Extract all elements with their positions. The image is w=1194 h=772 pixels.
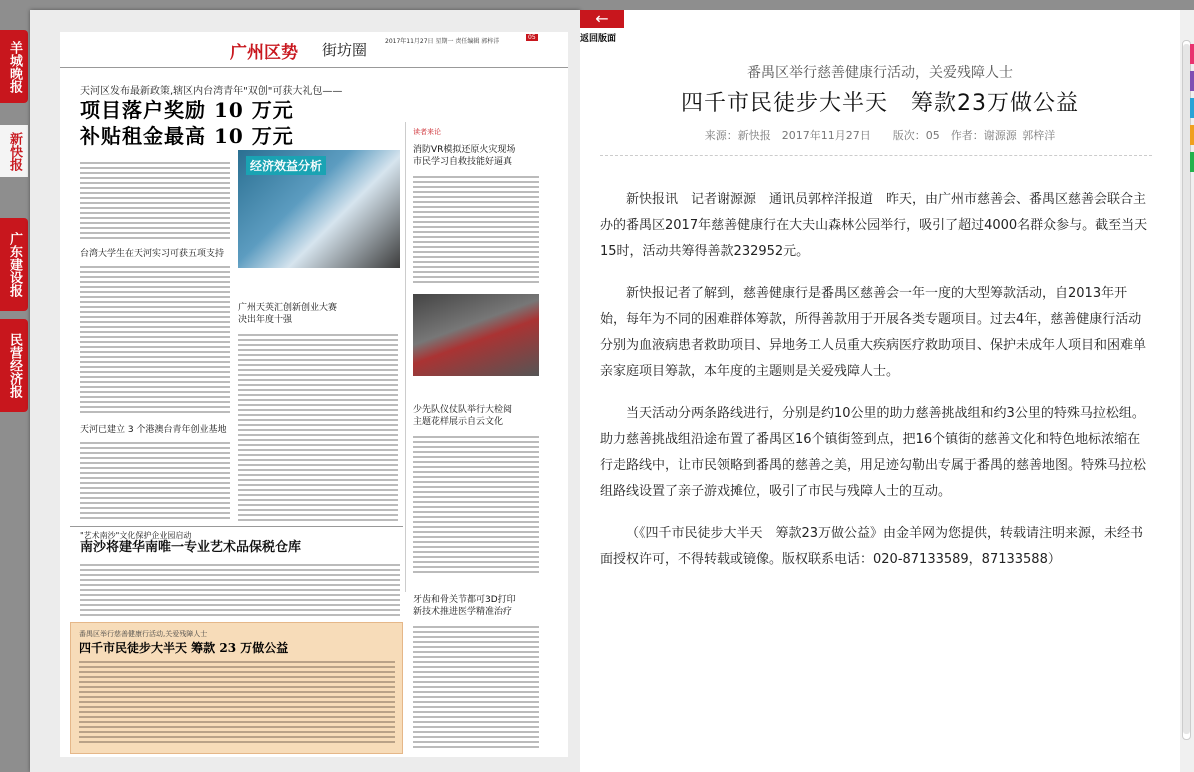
scrollbar-thumb[interactable] — [1183, 44, 1190, 734]
body-nansha[interactable] — [80, 562, 400, 618]
lead-headline[interactable] — [80, 97, 294, 149]
article-divider — [600, 155, 1152, 156]
section-logo-sub: 街坊圈 — [322, 41, 368, 59]
color-mark — [1190, 125, 1194, 145]
back-to-page-label: 返回版面 — [580, 34, 617, 44]
body-sidebar-vr[interactable] — [413, 174, 539, 284]
article-body — [600, 187, 1152, 589]
sidebar-divider — [405, 122, 406, 592]
sidebar-story-vr-line1: 消防VR模拟还原火灾现场 — [413, 145, 516, 155]
body-sidebar-3d[interactable] — [413, 624, 539, 752]
subhead-taiwan-students[interactable]: 台湾大学生在天河实习可获五项支持 — [80, 249, 225, 259]
selected-article-headline: 四千市民徒步大半天 筹款 23 万做公益 — [79, 641, 289, 655]
tab-xinkuaibao[interactable]: 新快报 — [0, 125, 28, 177]
body-bases[interactable] — [80, 440, 230, 520]
nansha-headline[interactable]: 南沙将建华南唯一专业艺术品保税仓库 — [80, 540, 302, 555]
lead-headline-line1: 项目落户奖励 10 万元 — [80, 98, 294, 122]
sidebar-story-scouts[interactable] — [413, 404, 512, 428]
tab-guangdong-construction[interactable]: 广东建设报 — [0, 218, 28, 311]
article-paragraph: 新快报讯 记者谢源源 通讯员郭梓洋报道 昨天，由广州市慈善会、番禺区慈善会联合主办的番禺区2017年慈善健康行在大夫山森林公园举行，吸引了超过4000名群众参与。截至当天15时，活动共筹得善款232952元。 — [600, 192, 1148, 259]
selected-article-kicker: 番禺区举行慈善健康行活动,关爱残障人士 — [79, 630, 208, 638]
sidebar-story-vr-line2: 市民学习自救技能好逼真 — [413, 157, 513, 167]
sidebar-story-vr[interactable] — [413, 144, 515, 168]
sidebar-photo[interactable] — [413, 294, 539, 376]
color-mark — [1190, 71, 1194, 91]
article-title: 四千市民徒步大半天 筹款23万做公益 — [681, 91, 1079, 116]
sidebar-story-3d-line2: 新技术推进医学精准治疗 — [413, 607, 513, 617]
sidebar-story-scouts-line2: 主题花样展示自云文化 — [413, 417, 504, 427]
article-paragraph: 新快报记者了解到，慈善健康行是番禺区慈善会一年一度的大型筹款活动，自2013年开始，每年为不同的困难群体筹款，所得善款用于开展各类专题项目。过去4年，慈善健康行活动分别为血液病患者救助项目、异地务工人员重大疾病医疗救助项目、保护未成年人项目和困难单亲家庭项目筹款，本年度的主题则是关爱残障人士。 — [600, 286, 1147, 379]
page-number: 05 — [528, 34, 536, 41]
section-logo: 广州区势 — [230, 43, 298, 63]
photo-caption-label: 经济效益分析 — [246, 156, 326, 175]
subhead-bases[interactable]: 天河已建立 3 个港澳台青年创业基地 — [80, 425, 227, 435]
arrow-left-icon: ← — [580, 10, 624, 28]
lead-headline-line2: 补贴租金最高 10 万元 — [80, 124, 294, 148]
article-meta: 来源：新快报 2017年11月27日 版次：05 作者：谢源源 郭梓洋 — [704, 129, 1056, 142]
sidebar-tag: 读者来论 — [413, 128, 441, 136]
body-taiwan-students[interactable] — [80, 264, 230, 414]
article-subtitle: 番禺区举行慈善健康行活动，关爱残障人士 — [747, 65, 1013, 81]
article-copyright: （《四千市民徒步大半天 筹款23万做公益》由金羊网为您提供，转载请注明来源，未经书面授权许可，不得转载或镜像。版权联系电话：020-87133589，87133588） — [600, 526, 1144, 567]
newspaper-page-content — [60, 32, 568, 757]
subhead-startup-contest-line2: 决出年度十强 — [238, 315, 293, 325]
article-viewer — [580, 10, 1180, 772]
color-mark — [1190, 44, 1194, 64]
subhead-startup-contest[interactable] — [238, 302, 337, 326]
section-rule — [70, 526, 403, 527]
nansha-kicker: "艺术南沙"文化保护企业园启动 — [80, 531, 192, 540]
lead-body-text[interactable] — [80, 160, 230, 240]
sidebar-story-3d[interactable] — [413, 594, 516, 618]
selected-article-box[interactable] — [70, 622, 403, 754]
color-mark — [1190, 98, 1194, 118]
page-masthead — [60, 32, 568, 68]
newspaper-page — [30, 10, 580, 772]
edge-color-marks — [1190, 44, 1194, 179]
back-to-page-button[interactable] — [580, 10, 624, 44]
subhead-startup-contest-line1: 广州天英汇创新创业大赛 — [238, 303, 338, 313]
sidebar-story-scouts-line1: 少先队仪仗队举行大检阅 — [413, 405, 513, 415]
color-mark — [1190, 152, 1194, 172]
masthead-date: 2017年11月27日 星期一 责任编辑 郭梓洋 — [385, 38, 500, 45]
lead-photo[interactable] — [238, 150, 400, 268]
tab-private-economy[interactable]: 民营经济报 — [0, 319, 28, 412]
lead-kicker: 天河区发布最新政策,辖区内台湾青年"双创"可获大礼包—— — [80, 86, 343, 97]
body-startup-contest[interactable] — [238, 332, 398, 522]
selected-article-body — [79, 659, 395, 749]
article-paragraph: 当天活动分两条路线进行，分别是约10公里的助力慈善挑战组和约3公里的特殊马拉松组。助力慈善挑战组沿途布置了番禺区16个镇街签到点，把16个镇街的慈善文化和特色地标浓缩在行走路线中，让市民领略到番禺的慈善之美，用足迹勾勒出专属于番禺的慈善地图。特殊马拉松组路线设置了亲子游戏摊位，吸引了市民与残障人士的互动。 — [600, 406, 1147, 499]
sidebar-story-3d-line1: 牙齿和骨关节都可3D打印 — [413, 595, 516, 605]
body-sidebar-scouts[interactable] — [413, 434, 539, 574]
tab-yangcheng-evening[interactable]: 羊城晚报 — [0, 30, 28, 103]
